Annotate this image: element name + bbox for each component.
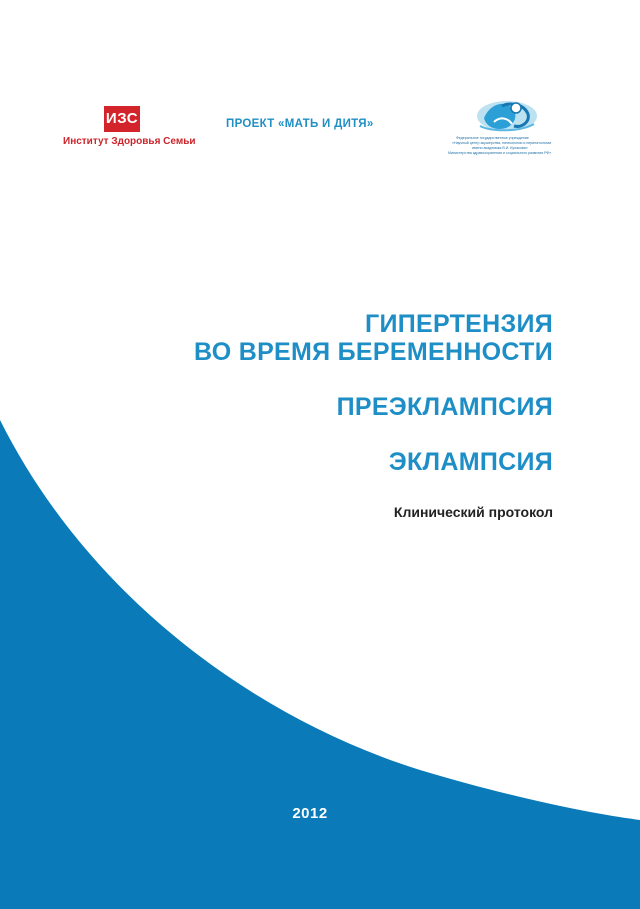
caption-line: «Научный центр акушерства, гинекологии и перинатологии <box>452 141 552 145</box>
header <box>0 0 640 170</box>
research-center-logo <box>448 96 578 162</box>
subtitle: Клинический протокол <box>393 504 553 520</box>
title-block <box>93 310 553 520</box>
mother-child-emblem-icon <box>472 96 542 134</box>
title-line-1: ГИПЕРТЕНЗИЯ <box>364 310 553 338</box>
izs-logo-name: Институт Здоровья Семьи <box>63 136 196 147</box>
izs-logo <box>63 104 196 154</box>
title-line-3: ПРЕЭКЛАМПСИЯ <box>336 393 553 421</box>
caption-line: Министерства здравоохранения и социального развития РФ» <box>448 151 552 155</box>
project-label: ПРОЕКТ «МАТЬ И ДИТЯ» <box>226 118 374 130</box>
title-line-2: ВО ВРЕМЯ БЕРЕМЕННОСТИ <box>194 338 553 366</box>
title-line-4: ЭКЛАМПСИЯ <box>388 448 553 476</box>
izs-logo-mark: ИЗС <box>104 106 140 132</box>
research-center-caption <box>448 136 578 156</box>
caption-line: Федеральное государственное учреждение <box>456 136 529 140</box>
publication-year: 2012 <box>292 805 328 822</box>
caption-line: имени академика В.И. Кулакова» <box>472 146 528 150</box>
